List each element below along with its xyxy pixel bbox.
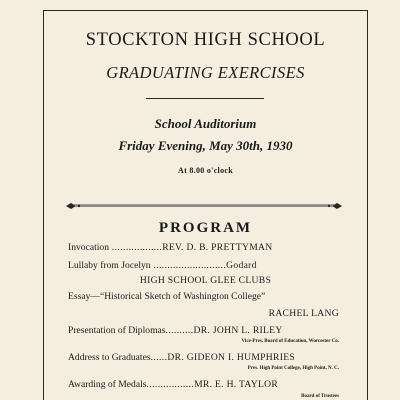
program-item-lullaby bbox=[68, 260, 338, 271]
item-performer: DR. GIDEON I. HUMPHRIES bbox=[167, 352, 296, 363]
item-leader-dots: ................. bbox=[146, 379, 195, 390]
item-title: Invocation bbox=[68, 242, 110, 253]
program-content bbox=[44, 10, 367, 400]
item-title: Lullaby from Jocelyn bbox=[68, 260, 151, 271]
item-performer: DR. JOHN L. RILEY bbox=[193, 325, 283, 336]
item-leader-dots: .......... bbox=[165, 325, 194, 336]
program-item-invocation bbox=[68, 242, 338, 253]
item-leader-dots: .................. bbox=[109, 242, 163, 253]
program-item-address bbox=[68, 352, 338, 363]
item-affiliation: Vice-Pres. Board of Education, Worcester Co. bbox=[241, 339, 339, 344]
page-border-right bbox=[367, 10, 368, 400]
program-item-glee-clubs: HIGH SCHOOL GLEE CLUBS bbox=[139, 275, 272, 286]
item-title: Presentation of Diplomas bbox=[68, 325, 166, 336]
program-item-essayist: RACHEL LANG bbox=[268, 308, 339, 319]
item-performer: Godard bbox=[226, 260, 257, 271]
item-title: Essay—“Historical Sketch of Washington College” bbox=[68, 291, 266, 302]
item-title: Address to Graduates bbox=[68, 352, 151, 363]
ornamental-rule bbox=[66, 201, 342, 211]
venue-date: Friday Evening, May 30th, 1930 bbox=[118, 138, 293, 153]
item-affiliation: Pres. High Point College, High Point, N. C. bbox=[247, 366, 339, 371]
program-heading: PROGRAM bbox=[158, 220, 253, 236]
event-title: GRADUATING EXERCISES bbox=[106, 63, 305, 82]
program-item-medals bbox=[68, 379, 338, 390]
item-performer: REV. D. B. PRETTYMAN bbox=[162, 242, 273, 253]
item-leader-dots: ...... bbox=[150, 352, 168, 363]
item-performer: MR. E. H. TAYLOR bbox=[194, 379, 279, 390]
program-item-diplomas bbox=[68, 325, 338, 336]
venue-time: At 8.00 o'clock bbox=[178, 166, 233, 175]
venue-place: School Auditorium bbox=[154, 116, 257, 131]
title-divider bbox=[146, 98, 264, 99]
program-item-essay bbox=[68, 291, 338, 302]
school-title: STOCKTON HIGH SCHOOL bbox=[85, 30, 326, 50]
item-affiliation: Board of Trustees bbox=[301, 394, 339, 399]
item-leader-dots: .......................... bbox=[150, 260, 227, 271]
item-title: Awarding of Medals bbox=[68, 379, 147, 390]
